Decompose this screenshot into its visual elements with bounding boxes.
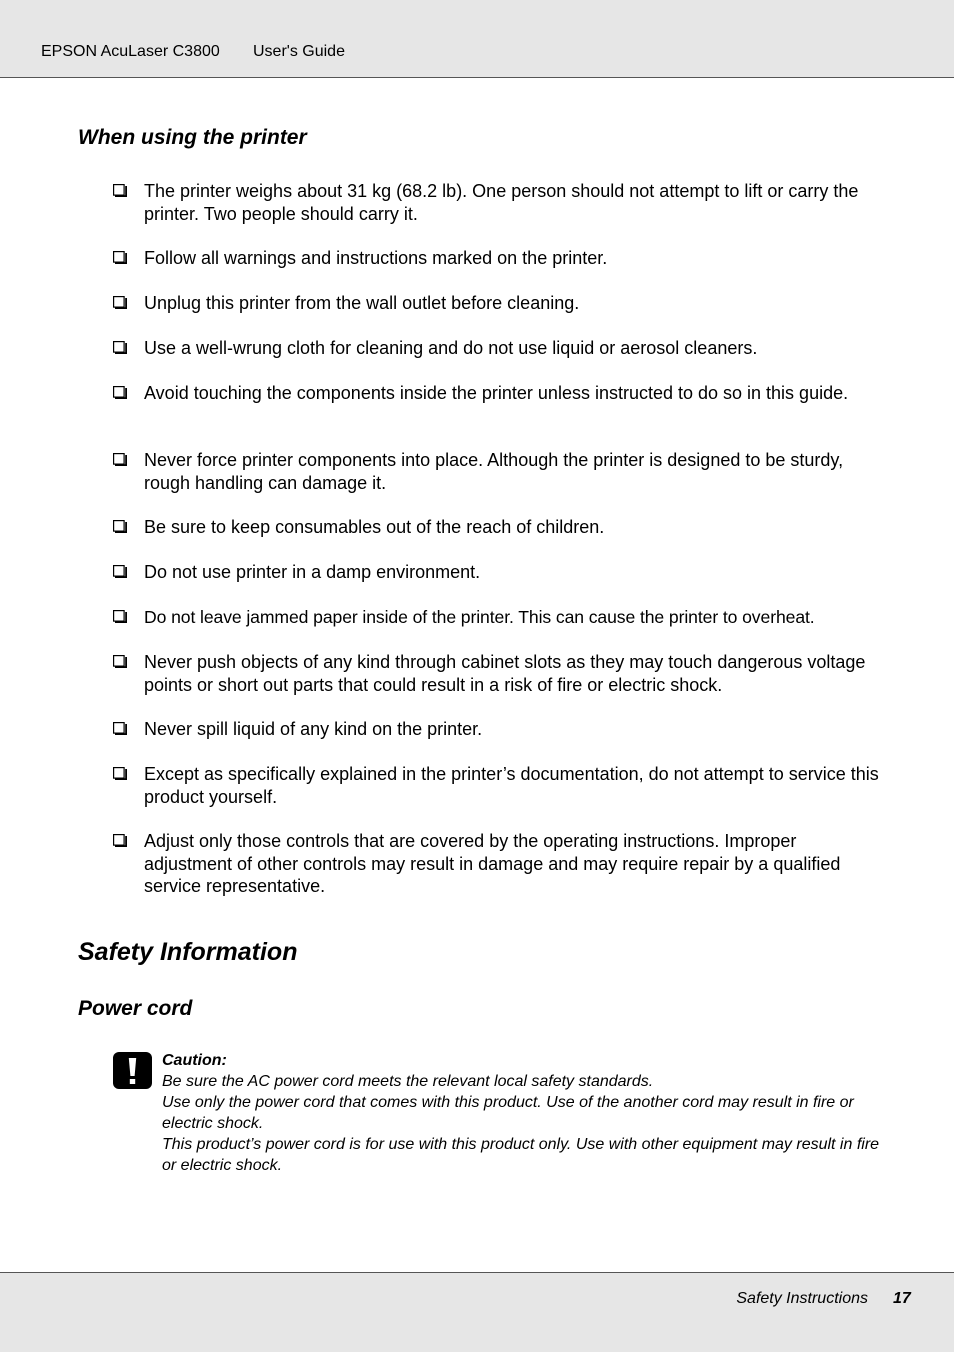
list-item-text: Never push objects of any kind through cabinet slots as they may touch dangerous voltage points or short out parts that could result in a risk of fire or electric shock. <box>144 652 866 695</box>
footer-section-title: Safety Instructions <box>736 1290 868 1307</box>
checkbox-icon <box>113 453 127 466</box>
caution-label: Caution: <box>162 1052 227 1069</box>
list-item-text: Do not use printer in a damp environment. <box>144 562 481 582</box>
checkbox-icon <box>113 767 127 780</box>
caution-line: This product’s power cord is for use with this product only. Use with other equipment may result in fire or electric shock. <box>162 1136 880 1174</box>
list-item-text: Never spill liquid of any kind on the printer. <box>144 719 483 739</box>
list-item-text: Do not leave jammed paper inside of the printer. This can cause the printer to overheat. <box>144 607 815 627</box>
page-footer <box>0 1272 954 1352</box>
checkbox-icon <box>113 251 127 264</box>
heading-safety-information: Safety Information <box>78 938 298 966</box>
list-item-text: Except as specifically explained in the printer’s documentation, do not attempt to service this product yourself. <box>144 764 879 807</box>
checkbox-icon <box>113 834 127 847</box>
page-number: 17 <box>893 1290 911 1307</box>
list-item-text: Adjust only those controls that are covered by the operating instructions. Improper adjustment of other controls may result in damage and may require repair by a qualified service representative. <box>144 831 841 896</box>
guide-name: User's Guide <box>253 43 345 60</box>
heading-when-using-printer: When using the printer <box>78 126 307 149</box>
list-item-text: The printer weighs about 31 kg (68.2 lb). One person should not attempt to lift or carry the printer. Two people should carry it. <box>144 181 859 224</box>
list-item-text: Use a well-wrung cloth for cleaning and do not use liquid or aerosol cleaners. <box>144 338 758 358</box>
checkbox-icon <box>113 184 127 197</box>
checkbox-icon <box>113 655 127 668</box>
list-item-text: Be sure to keep consumables out of the reach of children. <box>144 517 605 537</box>
page-header <box>0 0 954 78</box>
caution-icon <box>113 1052 152 1089</box>
list-item-text: Unplug this printer from the wall outlet before cleaning. <box>144 293 580 313</box>
heading-power-cord: Power cord <box>78 997 193 1020</box>
checkbox-icon <box>113 565 127 578</box>
checkbox-icon <box>113 296 127 309</box>
list-item-text: Avoid touching the components inside the printer unless instructed to do so in this guide. <box>144 383 849 403</box>
checkbox-icon <box>113 610 127 623</box>
product-name: EPSON AcuLaser C3800 <box>41 43 220 60</box>
list-item-text: Never force printer components into place. Although the printer is designed to be sturdy, rough handling can damage it. <box>144 450 844 493</box>
list-item-text: Follow all warnings and instructions marked on the printer. <box>144 248 608 268</box>
caution-line: Be sure the AC power cord meets the relevant local safety standards. <box>162 1073 654 1090</box>
checkbox-icon <box>113 386 127 399</box>
checkbox-icon <box>113 341 127 354</box>
caution-line: Use only the power cord that comes with this product. Use of the another cord may result in fire or electric shock. <box>162 1094 854 1132</box>
checkbox-icon <box>113 722 127 735</box>
checkbox-icon <box>113 520 127 533</box>
